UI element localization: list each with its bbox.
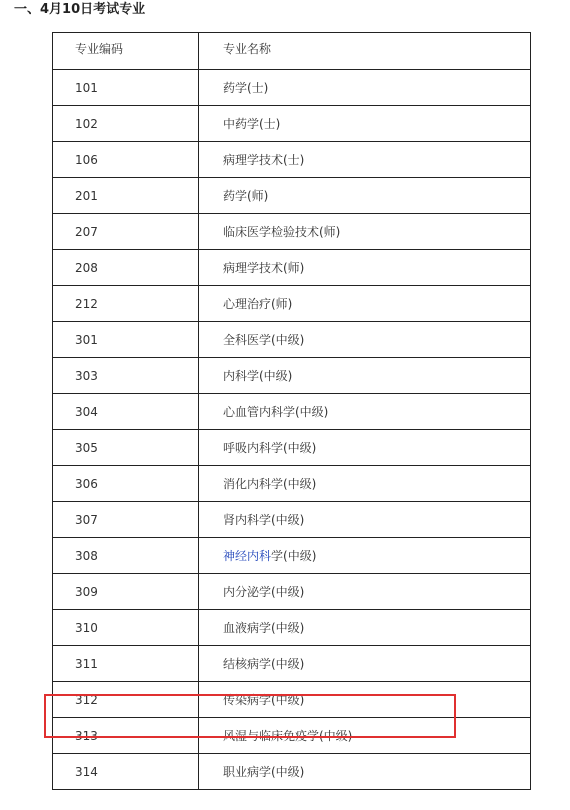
major-name: 传染病学(中级) — [199, 682, 531, 718]
major-name: 内科学(中级) — [199, 358, 531, 394]
major-name: 内分泌学(中级) — [199, 574, 531, 610]
major-code: 301 — [53, 322, 199, 358]
major-name: 全科医学(中级) — [199, 322, 531, 358]
table-row — [53, 214, 531, 250]
major-code: 313 — [53, 718, 199, 754]
major-code: 312 — [53, 682, 199, 718]
major-code: 309 — [53, 574, 199, 610]
major-code: 208 — [53, 250, 199, 286]
major-name: 职业病学(中级) — [199, 754, 531, 790]
major-name: 消化内科学(中级) — [199, 466, 531, 502]
table-row — [53, 106, 531, 142]
major-name: 心理治疗(师) — [199, 286, 531, 322]
major-code: 314 — [53, 754, 199, 790]
section-heading: 一、4月10日考试专业 — [14, 2, 146, 17]
major-name: 病理学技术(师) — [199, 250, 531, 286]
major-code: 306 — [53, 466, 199, 502]
table-row — [53, 718, 531, 754]
column-header-name: 专业名称 — [199, 33, 531, 70]
major-code: 310 — [53, 610, 199, 646]
major-code: 304 — [53, 394, 199, 430]
major-name: 临床医学检验技术(师) — [199, 214, 531, 250]
table-row — [53, 502, 531, 538]
major-name: 中药学(士) — [199, 106, 531, 142]
major-name: 肾内科学(中级) — [199, 502, 531, 538]
table-row — [53, 430, 531, 466]
table-row-highlighted — [53, 682, 531, 718]
major-name-suffix: 学(中级) — [271, 549, 317, 563]
major-name: 结核病学(中级) — [199, 646, 531, 682]
major-name: 心血管内科学(中级) — [199, 394, 531, 430]
major-name: 呼吸内科学(中级) — [199, 430, 531, 466]
table-header-row — [53, 33, 531, 70]
table-row — [53, 646, 531, 682]
major-code: 207 — [53, 214, 199, 250]
table-row — [53, 178, 531, 214]
major-name: 血液病学(中级) — [199, 610, 531, 646]
major-code: 106 — [53, 142, 199, 178]
table-row — [53, 574, 531, 610]
major-code: 308 — [53, 538, 199, 574]
table-row — [53, 250, 531, 286]
table-row — [53, 286, 531, 322]
major-name: 病理学技术(士) — [199, 142, 531, 178]
table-row — [53, 142, 531, 178]
major-code: 201 — [53, 178, 199, 214]
major-code: 303 — [53, 358, 199, 394]
major-name: 药学(士) — [199, 70, 531, 106]
table-row — [53, 466, 531, 502]
major-code: 307 — [53, 502, 199, 538]
major-code: 311 — [53, 646, 199, 682]
major-name — [199, 538, 531, 574]
major-name: 风湿与临床免疫学(中级) — [199, 718, 531, 754]
majors-table — [52, 32, 531, 790]
table-row — [53, 610, 531, 646]
table-row — [53, 70, 531, 106]
table-row — [53, 358, 531, 394]
table-row — [53, 394, 531, 430]
major-code: 212 — [53, 286, 199, 322]
table-row — [53, 754, 531, 790]
major-code: 101 — [53, 70, 199, 106]
table-row — [53, 322, 531, 358]
table-row — [53, 538, 531, 574]
major-name: 药学(师) — [199, 178, 531, 214]
major-name-link[interactable]: 神经内科 — [223, 549, 272, 563]
major-code: 305 — [53, 430, 199, 466]
major-code: 102 — [53, 106, 199, 142]
column-header-code: 专业编码 — [53, 33, 199, 70]
